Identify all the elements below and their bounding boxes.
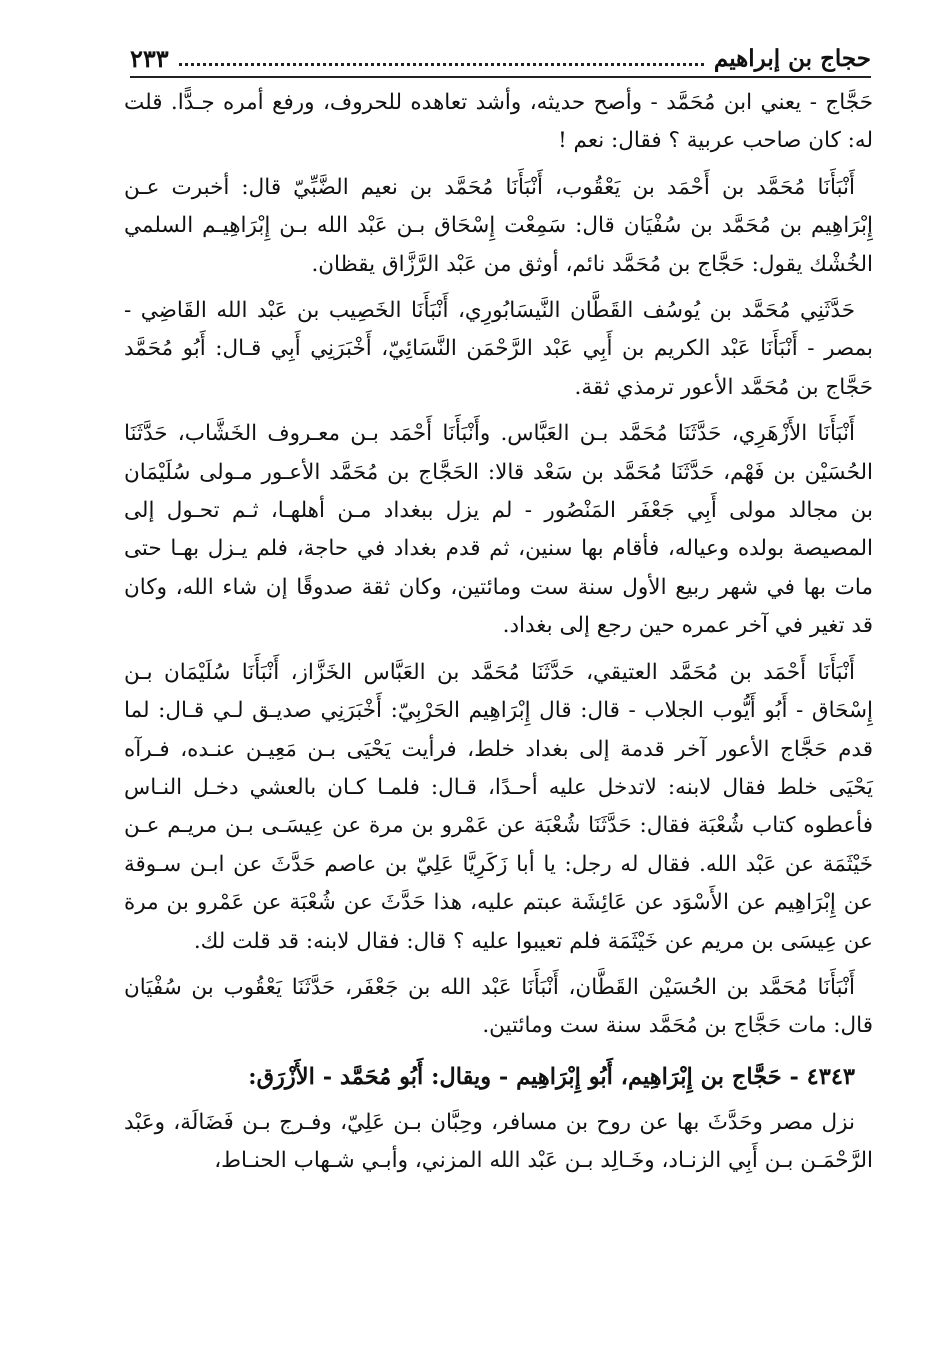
entry-paragraph: نزل مصر وحَدَّثَ بها عن روح بن مسافر، وحِبَّان بـن عَلِيّ، وفـرج بـن فَضَالَة، وعَبْد الرَّحْمَـن بـن أَبِي الزنـاد، وخَـالِد بـن عَبْد الله المزني، وأبـي شـهاب الحنـاط، (124, 1109, 873, 1174)
header-title: حجاج بن إبراهيم (713, 44, 871, 72)
paragraph: أَنْبَأَنَا أَحْمَد بن مُحَمَّد العتيقي، حَدَّثَنَا مُحَمَّد بن العَبَّاس الخَزَّاز، أَنْبَأَنَا سُلَيْمَان بـن إِسْحَاق - أَبُو أَيُّوب الجلاب - قال: قال إِبْرَاهِيم الحَرْبِيّ: أَخْبَرَنِي صديـق لـي قـال: لما قدم حَجَّاج الأعور آخر قدمة إلى بغداد خلط، فرأيت يَحْيَى بـن مَعِيـن عنـده، فـرآه يَحْيَى خلط فقال لابنه: لاتدخل عليه أحـدًا، قـال: فلمـا كـان بالعشي دخـل النـاس فأعطوه كتاب شُعْبَة فقال: حَدَّثَنَا شُعْبَة عن عَمْرو بن مرة عن عِيسَـى بـن مريـم عـن خَيْثَمَة عن عَبْد الله. فقال له رجل: يا أبا زَكَرِيَّا عَلِيّ بن عاصم حَدَّثَ عن ابـن سـوقة عن إِبْرَاهِيم عن الأَسْوَد عن عَائِشَة عبتم عليه، هذا حَدَّثَ عن شُعْبَة عن عَمْرو بن مرة عن عِيسَى بن مريم عن خَيْثَمَة فلم تعيبوا عليه ؟ قال: فقال لابنه: قد قلت لك. (124, 659, 873, 954)
page-body (124, 84, 873, 1181)
paragraph: أَنْبَأَنَا مُحَمَّد بن الحُسَيْن القَطَّان، أَنْبَأَنَا عَبْد الله بن جَعْفَر، حَدَّثَنَا يَعْقُوب بن سُفْيَان قال: مات حَجَّاج بن مُحَمَّد سنة ست ومائتين. (124, 974, 873, 1039)
paragraph: أَنْبَأَنَا الأَزْهَرِي، حَدَّثَنَا مُحَمَّد بـن العَبَّاس. وأَنْبَأَنَا أَحْمَد بـن معـروف الخَشَّاب، حَدَّثَنَا الحُسَيْن بن فَهْم، حَدَّثَنَا مُحَمَّد بن سَعْد قالا: الحَجَّاج بن مُحَمَّد الأعـور مـولى سُلَيْمَان بن مجالد مولى أَبِي جَعْفَر المَنْصُور - لم يزل ببغداد مـن أهلهـا، ثـم تحـول إلى المصيصة بولده وعياله، فأقام بها سنين، ثم قدم بغداد في حاجة، فلم يـزل بهـا حتى مات بها في شهر ربيع الأول سنة ست ومائتين، وكان ثقة صدوقًا إن شاء الله، وكان قد تغير في آخر عمره حين رجع إلى بغداد. (124, 421, 874, 639)
paragraph: أَنْبَأَنَا مُحَمَّد بن أَحْمَد بن يَعْقُوب، أَنْبَأَنَا مُحَمَّد بن نعيم الضَّبِّيّ قال: أخبرت عـن إِبْرَاهِيم بن مُحَمَّد بن سُفْيَان قال: سَمِعْت إِسْحَاق بـن عَبْد الله بـن إِبْرَاهِيـم السلمي الخُشْك يقول: حَجَّاج بن مُحَمَّد نائم، أوثق من عَبْد الرَّزَّاق يقظان. (124, 174, 873, 277)
page-number: ٢٣٣ (130, 43, 169, 73)
header-dotted-leader (179, 63, 704, 66)
paragraph: حَدَّثَنِي مُحَمَّد بن يُوسُف القَطَّان النَّيسَابُورِي، أَنْبَأَنَا الخَصِيب بن عَبْد الله القَاضِي - بمصر - أَنْبَأَنَا عَبْد الكريم بن أَبِي عَبْد الرَّحْمَن النَّسَائِيّ، أَخْبَرَنِي أَبِي قـال: أَبُو مُحَمَّد حَجَّاج بن مُحَمَّد الأعور ترمذي ثقة. (124, 298, 873, 400)
running-header (130, 40, 871, 78)
entry-heading: ٤٣٤٣ - حَجَّاج بن إِبْرَاهِيم، أَبُو إِبْرَاهِيم - ويقال: أَبُو مُحَمَّد - الأَزْرَق: (248, 1063, 855, 1090)
paragraph-continuation: حَجَّاج - يعني ابن مُحَمَّد - وأصح حديثه، وأشد تعاهده للحروف، ورفع أمره جـدًّا. قلت له: كان صاحب عربية ؟ فقال: نعم ! (124, 90, 873, 154)
